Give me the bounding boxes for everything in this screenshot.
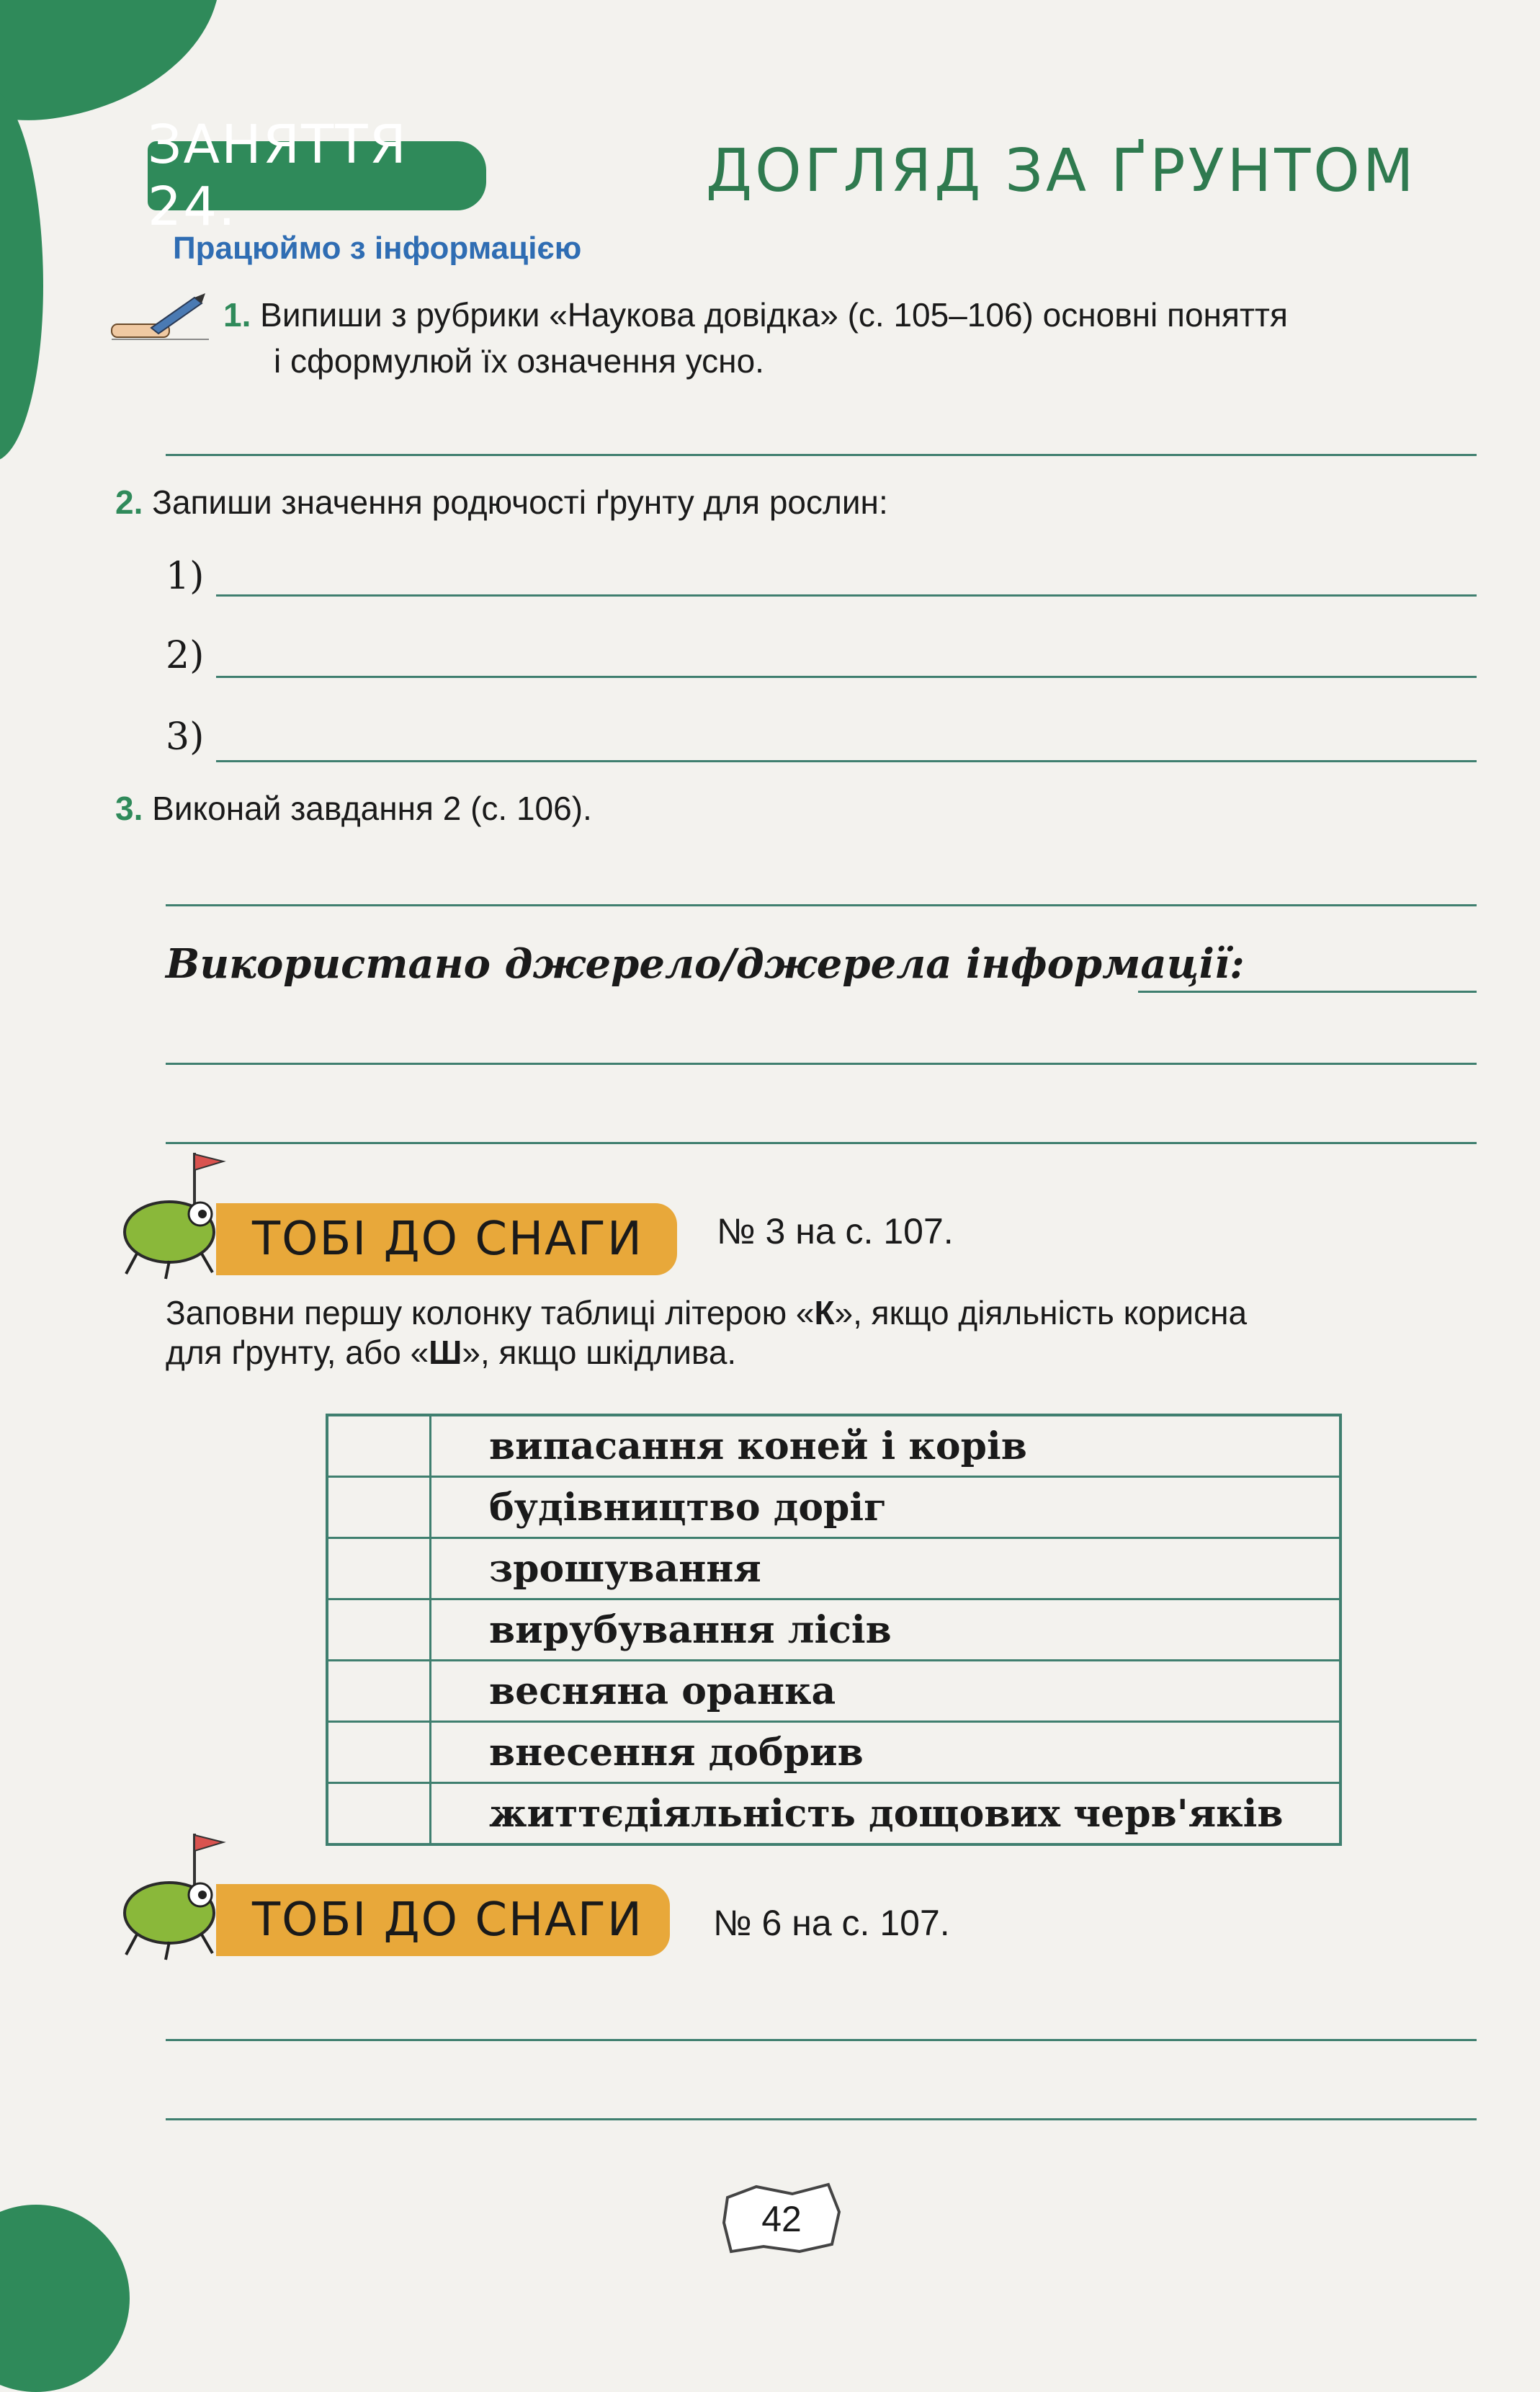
answer-line[interactable] bbox=[166, 1142, 1477, 1144]
task-2 bbox=[115, 479, 888, 525]
task-text: Виконай завдання 2 (с. 106). bbox=[152, 790, 592, 827]
activity-cell: внесення добрив bbox=[431, 1722, 1341, 1783]
activity-cell: випасання коней і корів bbox=[431, 1415, 1341, 1477]
answer-line[interactable] bbox=[216, 760, 1477, 762]
task-3 bbox=[115, 785, 592, 831]
answer-line[interactable] bbox=[166, 454, 1477, 456]
bonus-badge: ТОБІ ДО СНАГИ bbox=[216, 1884, 670, 1956]
bonus-reference: № 3 на с. 107. bbox=[717, 1211, 954, 1251]
instruction-text: для ґрунту, або « bbox=[166, 1334, 429, 1371]
answer-line[interactable] bbox=[166, 904, 1477, 906]
answer-cell[interactable] bbox=[327, 1538, 431, 1599]
instruction-text: », якщо шкідлива. bbox=[462, 1334, 737, 1371]
source-label: Використано джерело/джерела інформації: bbox=[166, 940, 1245, 988]
activity-cell: вирубування лісів bbox=[431, 1599, 1341, 1661]
task-text: Запиши значення родючості ґрунту для рослин: bbox=[152, 483, 888, 521]
activity-cell: весняна оранка bbox=[431, 1661, 1341, 1722]
instruction-text: Заповни першу колонку таблиці літерою « bbox=[166, 1294, 815, 1331]
answer-line[interactable] bbox=[166, 2118, 1477, 2120]
task-number: 3. bbox=[115, 790, 143, 827]
task-text: Випиши з рубрики «Наукова довідка» (с. 105–106) основні поняття bbox=[260, 296, 1288, 334]
letter-sh: Ш bbox=[429, 1334, 462, 1371]
answer-cell[interactable] bbox=[327, 1661, 431, 1722]
answer-cell[interactable] bbox=[327, 1477, 431, 1538]
lesson-badge: ЗАНЯТТЯ 24. bbox=[148, 141, 486, 210]
answer-line[interactable] bbox=[216, 676, 1477, 678]
task-1 bbox=[223, 292, 1288, 338]
enum-label: 3) bbox=[166, 715, 205, 759]
decorative-blob bbox=[0, 2205, 130, 2392]
bonus-instructions-line2 bbox=[166, 1329, 736, 1375]
lesson-title: ДОГЛЯД ЗА ҐРУНТОМ bbox=[706, 137, 1417, 205]
decorative-blob bbox=[0, 86, 43, 461]
enum-label: 2) bbox=[166, 634, 205, 677]
instruction-text: », якщо діяльність корисна bbox=[834, 1294, 1248, 1331]
answer-line[interactable] bbox=[1138, 991, 1477, 993]
table-row bbox=[327, 1722, 1340, 1783]
activity-cell: зрошування bbox=[431, 1538, 1341, 1599]
enum-label: 1) bbox=[166, 555, 205, 598]
table-row bbox=[327, 1477, 1340, 1538]
page-number: 42 bbox=[761, 2199, 802, 2239]
writing-hand-icon bbox=[108, 292, 216, 342]
answer-cell[interactable] bbox=[327, 1599, 431, 1661]
table-row bbox=[327, 1599, 1340, 1661]
answer-line[interactable] bbox=[216, 594, 1477, 597]
answer-line[interactable] bbox=[166, 2039, 1477, 2041]
task-number: 1. bbox=[223, 296, 251, 334]
task-1-line2: і сформулюй їх означення усно. bbox=[274, 342, 764, 380]
answer-line[interactable] bbox=[166, 1063, 1477, 1065]
table-row bbox=[327, 1661, 1340, 1722]
section-heading: Працюймо з інформацією bbox=[173, 231, 582, 266]
task-number: 2. bbox=[115, 483, 143, 521]
activity-cell: будівництво доріг bbox=[431, 1477, 1341, 1538]
activity-cell: життєдіяльність дощових черв'яків bbox=[431, 1783, 1341, 1845]
answer-cell[interactable] bbox=[327, 1415, 431, 1477]
bonus-reference: № 6 на с. 107. bbox=[713, 1903, 950, 1943]
answer-cell[interactable] bbox=[327, 1722, 431, 1783]
table-row bbox=[327, 1783, 1340, 1845]
letter-k: К bbox=[814, 1294, 835, 1331]
answer-cell[interactable] bbox=[327, 1783, 431, 1845]
activity-table bbox=[326, 1414, 1342, 1846]
table-row bbox=[327, 1415, 1340, 1477]
table-row bbox=[327, 1538, 1340, 1599]
bonus-badge: ТОБІ ДО СНАГИ bbox=[216, 1203, 677, 1275]
